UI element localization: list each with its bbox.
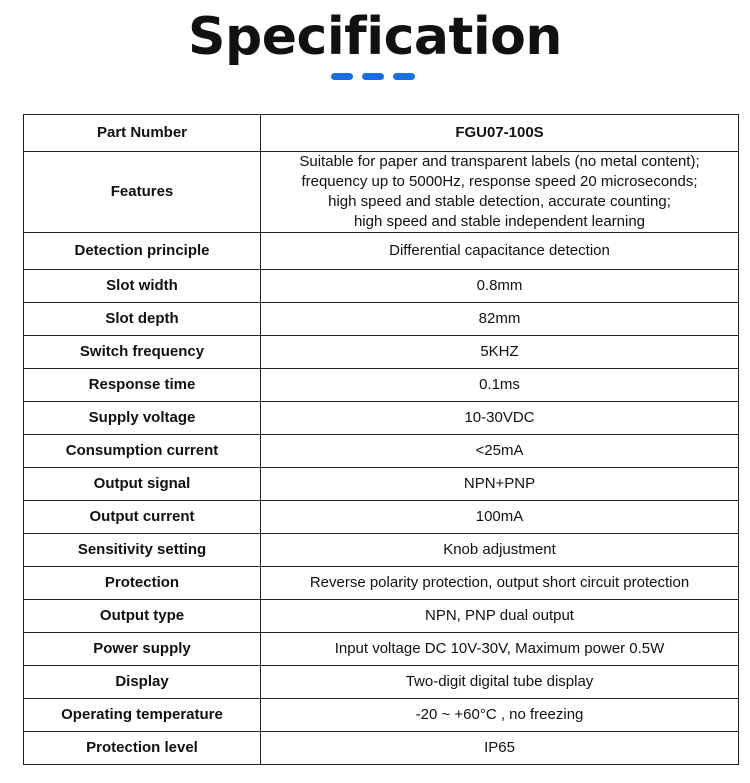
row-label: Part Number bbox=[24, 115, 261, 152]
spec-table bbox=[23, 114, 739, 765]
row-value: Two-digit digital tube display bbox=[261, 666, 739, 699]
table-row bbox=[24, 633, 739, 666]
row-value: Knob adjustment bbox=[261, 534, 739, 567]
row-label: Features bbox=[24, 152, 261, 233]
row-label: Response time bbox=[24, 369, 261, 402]
table-row bbox=[24, 468, 739, 501]
row-label: Slot depth bbox=[24, 303, 261, 336]
row-label: Power supply bbox=[24, 633, 261, 666]
table-row bbox=[24, 115, 739, 152]
table-row bbox=[24, 666, 739, 699]
table-row bbox=[24, 152, 739, 233]
row-label: Output current bbox=[24, 501, 261, 534]
feature-line: high speed and stable independent learning bbox=[353, 213, 646, 230]
table-row bbox=[24, 303, 739, 336]
table-row bbox=[24, 600, 739, 633]
divider-dash bbox=[393, 73, 415, 80]
table-row bbox=[24, 369, 739, 402]
row-value: IP65 bbox=[261, 732, 739, 765]
row-value: FGU07-100S bbox=[261, 115, 739, 152]
row-label: Slot width bbox=[24, 270, 261, 303]
table-row bbox=[24, 270, 739, 303]
row-value: <25mA bbox=[261, 435, 739, 468]
row-value: Input voltage DC 10V-30V, Maximum power 0.5W bbox=[261, 633, 739, 666]
table-row bbox=[24, 501, 739, 534]
row-label: Protection level bbox=[24, 732, 261, 765]
row-label: Switch frequency bbox=[24, 336, 261, 369]
row-label: Sensitivity setting bbox=[24, 534, 261, 567]
row-value: 5KHZ bbox=[261, 336, 739, 369]
page-title: Specification bbox=[188, 7, 562, 67]
feature-line: Suitable for paper and transparent labels (no metal content); bbox=[299, 153, 700, 170]
table-row bbox=[24, 567, 739, 600]
row-value: 0.8mm bbox=[261, 270, 739, 303]
row-label: Supply voltage bbox=[24, 402, 261, 435]
row-value bbox=[261, 152, 739, 233]
row-label: Output type bbox=[24, 600, 261, 633]
row-label: Display bbox=[24, 666, 261, 699]
row-value: 100mA bbox=[261, 501, 739, 534]
row-label: Operating temperature bbox=[24, 699, 261, 732]
row-value: Differential capacitance detection bbox=[261, 233, 739, 270]
feature-line: high speed and stable detection, accurate counting; bbox=[328, 193, 671, 210]
row-value: NPN, PNP dual output bbox=[261, 600, 739, 633]
table-row bbox=[24, 732, 739, 765]
divider-dash bbox=[331, 73, 353, 80]
table-row bbox=[24, 336, 739, 369]
row-value: 10-30VDC bbox=[261, 402, 739, 435]
row-value: Reverse polarity protection, output short circuit protection bbox=[261, 567, 739, 600]
table-row bbox=[24, 699, 739, 732]
table-row bbox=[24, 402, 739, 435]
row-value: 82mm bbox=[261, 303, 739, 336]
row-label: Protection bbox=[24, 567, 261, 600]
table-row bbox=[24, 233, 739, 270]
feature-line: frequency up to 5000Hz, response speed 20 microseconds; bbox=[301, 173, 698, 190]
row-label: Consumption current bbox=[24, 435, 261, 468]
divider-dash bbox=[362, 73, 384, 80]
row-value: 0.1ms bbox=[261, 369, 739, 402]
title-divider bbox=[331, 73, 415, 81]
row-value: NPN+PNP bbox=[261, 468, 739, 501]
row-label: Detection principle bbox=[24, 233, 261, 270]
row-label: Output signal bbox=[24, 468, 261, 501]
table-row bbox=[24, 435, 739, 468]
table-row bbox=[24, 534, 739, 567]
row-value: -20 ~ +60°C , no freezing bbox=[261, 699, 739, 732]
